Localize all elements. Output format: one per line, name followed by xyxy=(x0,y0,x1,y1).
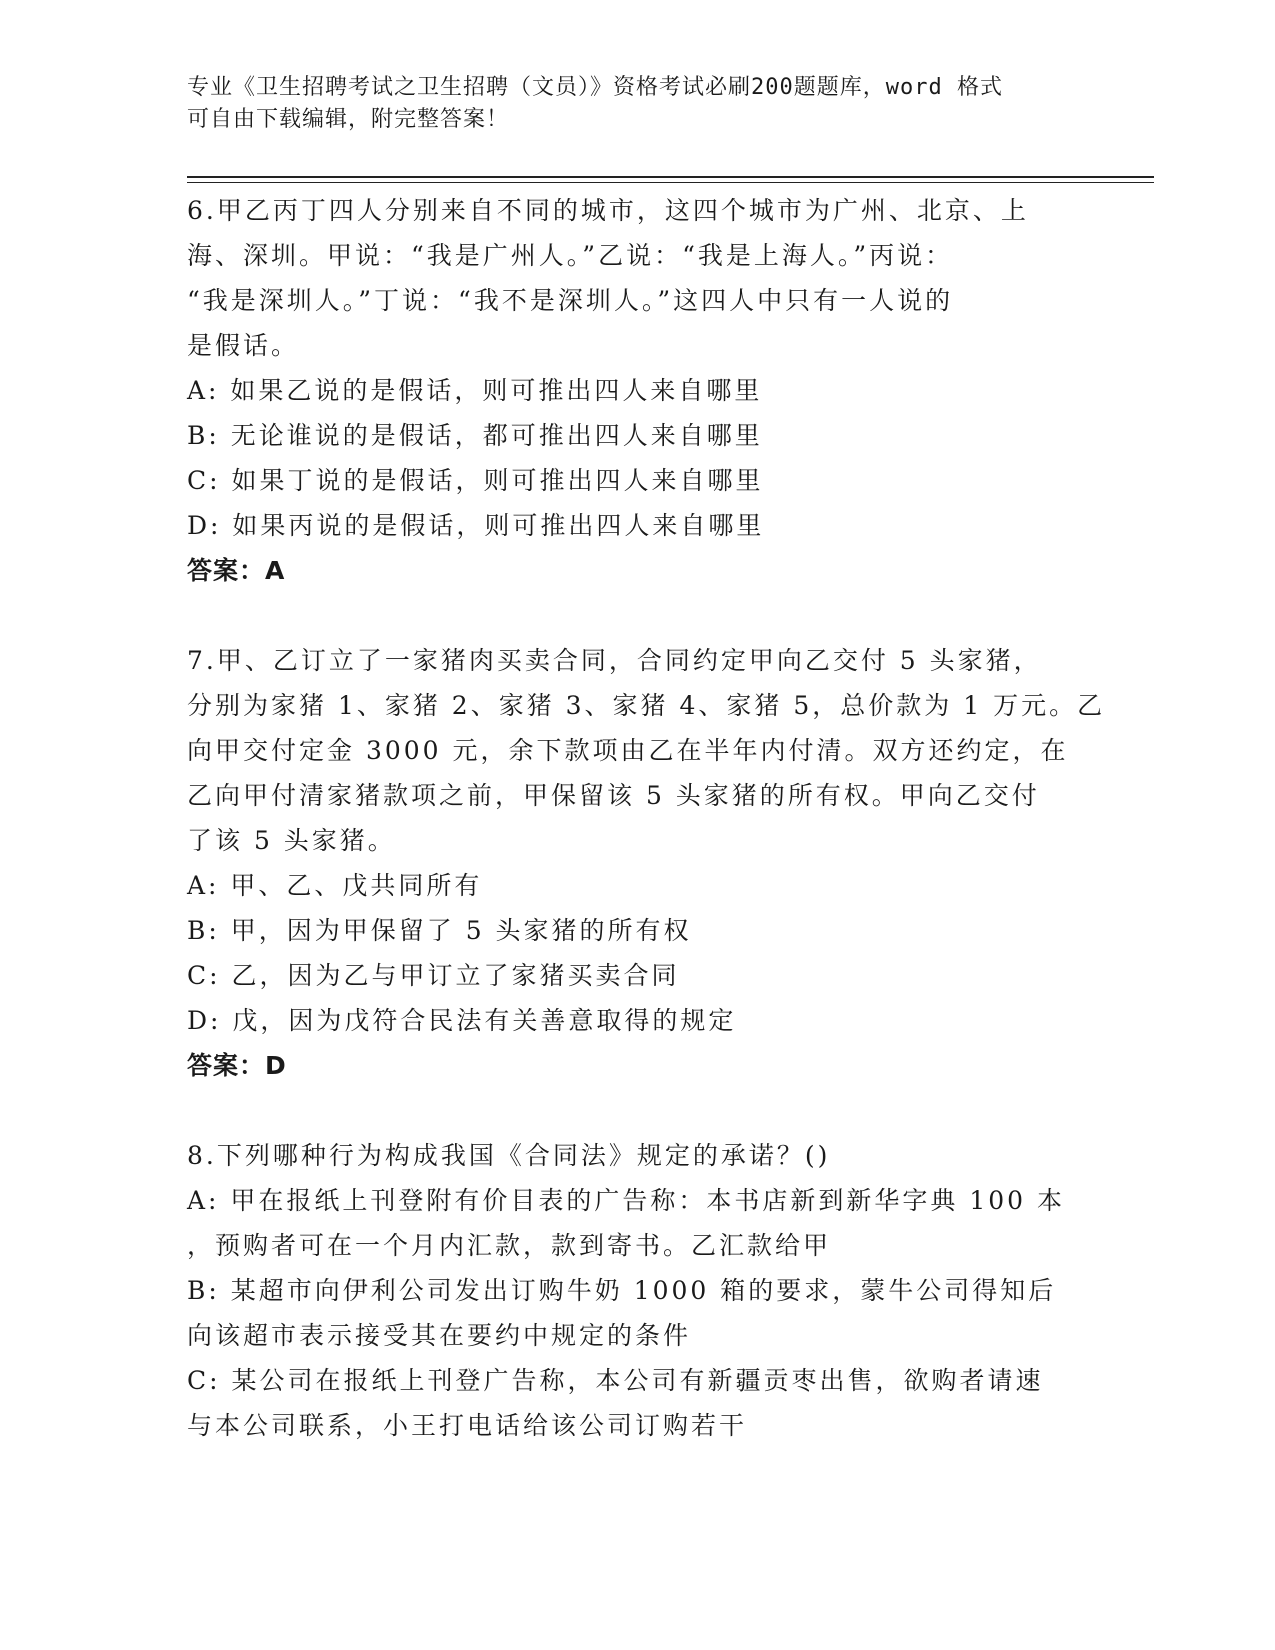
question-stem-line: 了该 5 头家猪。 xyxy=(187,826,396,855)
question-spacer xyxy=(187,593,1097,638)
answer-label: 答案：A xyxy=(187,556,286,585)
header-divider-thin xyxy=(187,182,1154,183)
option-a: A: 甲在报纸上刊登附有价目表的广告称：本书店新到新华字典 100 本 xyxy=(187,1186,1066,1215)
option-b: B: 甲，因为甲保留了 5 头家猪的所有权 xyxy=(187,916,692,945)
question-stem-line: 向甲交付定金 3000 元，余下款项由乙在半年内付清。双方还约定，在 xyxy=(187,736,1069,765)
question-stem-line: 8.下列哪种行为构成我国《合同法》规定的承诺？() xyxy=(187,1141,831,1170)
option-d: D: 戊，因为戊符合民法有关善意取得的规定 xyxy=(187,1006,737,1035)
question-stem-line: 乙向甲付清家猪款项之前，甲保留该 5 头家猪的所有权。甲向乙交付 xyxy=(187,781,1040,810)
question-list xyxy=(187,188,1106,1448)
question-stem-line: 7.甲、乙订立了一家猪肉买卖合同，合同约定甲向乙交付 5 头家猪， xyxy=(187,646,1042,675)
header-divider xyxy=(187,176,1154,178)
question-stem-line: 分别为家猪 1、家猪 2、家猪 3、家猪 4、家猪 5，总价款为 1 万元。乙 xyxy=(187,691,1106,720)
option-a-continued: ，预购者可在一个月内汇款，款到寄书。乙汇款给甲 xyxy=(187,1231,832,1260)
header-line: 可自由下载编辑，附完整答案！ xyxy=(187,107,510,132)
question-7 xyxy=(187,638,1106,1088)
document-header xyxy=(187,72,1067,136)
question-stem-line: 海、深圳。甲说：“我是广州人。”乙说：“我是上海人。”丙说： xyxy=(187,241,954,270)
option-b: B: 某超市向伊利公司发出订购牛奶 1000 箱的要求，蒙牛公司得知后 xyxy=(187,1276,1057,1305)
header-line: 专业《卫生招聘考试之卫生招聘（文员）》资格考试必刷200题题库，word 格式 xyxy=(187,75,1003,100)
option-b-continued: 向该超市表示接受其在要约中规定的条件 xyxy=(187,1321,692,1350)
option-a: A: 如果乙说的是假话，则可推出四人来自哪里 xyxy=(187,376,763,405)
option-c: C: 如果丁说的是假话，则可推出四人来自哪里 xyxy=(187,466,764,495)
option-d: D: 如果丙说的是假话，则可推出四人来自哪里 xyxy=(187,511,765,540)
answer-label: 答案：D xyxy=(187,1051,287,1080)
question-8 xyxy=(187,1133,1097,1448)
question-spacer xyxy=(187,1088,1097,1133)
question-6 xyxy=(187,188,1097,593)
option-c: C: 某公司在报纸上刊登广告称，本公司有新疆贡枣出售，欲购者请速 xyxy=(187,1366,1044,1395)
option-c-continued: 与本公司联系，小王打电话给该公司订购若干 xyxy=(187,1411,748,1440)
question-stem-line: 6.甲乙丙丁四人分别来自不同的城市，这四个城市为广州、北京、上 xyxy=(187,196,1029,225)
question-stem-line: “我是深圳人。”丁说：“我不是深圳人。”这四人中只有一人说的 xyxy=(187,286,954,315)
option-b: B: 无论谁说的是假话，都可推出四人来自哪里 xyxy=(187,421,763,450)
option-a: A: 甲、乙、戊共同所有 xyxy=(187,871,483,900)
question-stem-line: 是假话。 xyxy=(187,331,300,360)
option-c: C: 乙，因为乙与甲订立了家猪买卖合同 xyxy=(187,961,680,990)
